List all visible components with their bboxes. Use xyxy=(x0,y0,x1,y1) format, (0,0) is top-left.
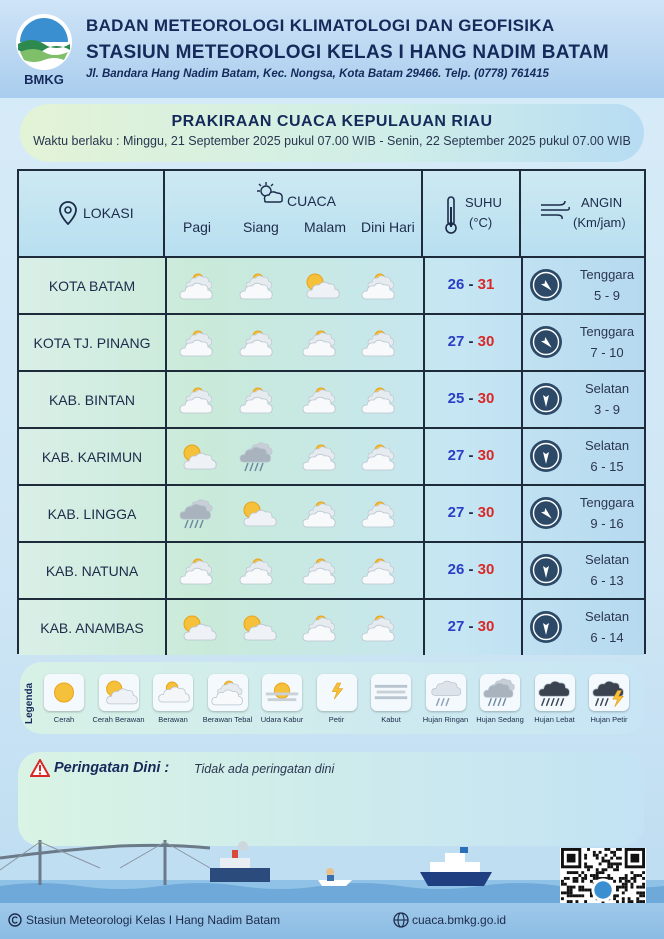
table-row xyxy=(19,543,644,598)
period-pagi: Pagi xyxy=(183,219,212,235)
temp-min: 25 xyxy=(447,390,465,407)
wind-direction: Tenggara xyxy=(579,495,635,510)
hujan-ringan-icon xyxy=(426,674,466,711)
station-address: Jl. Bandara Hang Nadim Batam, Kec. Nongsa, Kota Batam 29466. Telp. (0778) 761415 xyxy=(86,68,549,80)
temp-min: 27 xyxy=(447,333,465,350)
temp-min: 27 xyxy=(447,447,465,464)
header-location-cell xyxy=(19,171,165,256)
legend-label: Berawan Tebal xyxy=(202,715,253,724)
cerah-berawan-icon xyxy=(176,612,218,644)
wind-speed: 9 - 16 xyxy=(590,516,624,531)
temp-min: 26 xyxy=(447,276,465,293)
header-location-label: LOKASI xyxy=(83,205,134,221)
wind-direction: Tenggara xyxy=(579,267,635,282)
wind-direction: Selatan xyxy=(584,552,630,567)
wind-compass-icon xyxy=(529,268,563,302)
location-name: KAB. LINGGA xyxy=(47,505,137,522)
wind-compass-icon xyxy=(529,496,563,530)
partly-cloudy-icon xyxy=(255,181,285,205)
ferry-icon xyxy=(420,847,492,886)
column-divider xyxy=(521,486,523,541)
location-name: KAB. NATUNA xyxy=(45,562,139,579)
cerah-berawan-icon xyxy=(299,270,341,302)
cerah-berawan-icon xyxy=(236,612,278,644)
table-row xyxy=(19,315,644,370)
header-wind-unit: (Km/jam) xyxy=(573,215,626,230)
forecast-table xyxy=(17,169,646,654)
table-row xyxy=(19,486,644,541)
hujan-sedang-icon xyxy=(480,674,520,711)
column-divider xyxy=(165,258,167,313)
berawan-tebal-icon xyxy=(236,555,278,587)
column-divider xyxy=(521,543,523,598)
column-divider xyxy=(521,600,523,655)
berawan-tebal-icon xyxy=(236,384,278,416)
thermometer-icon xyxy=(443,195,459,235)
page-title: PRAKIRAAN CUACA KEPULAUAN RIAU xyxy=(171,113,493,130)
hujan-sedang-icon xyxy=(176,498,218,530)
location-name: KOTA TJ. PINANG xyxy=(33,334,151,351)
temperature-range: 25 - 30 xyxy=(447,390,495,407)
berawan-tebal-icon xyxy=(358,327,400,359)
legend-title: Legenda xyxy=(24,682,35,724)
bridge-icon xyxy=(0,840,210,885)
legend-label: Berawan xyxy=(158,715,188,724)
column-divider xyxy=(165,372,167,427)
title-box xyxy=(20,104,644,162)
period-dini-hari: Dini Hari xyxy=(361,219,415,235)
temp-max: 30 xyxy=(477,504,495,521)
column-divider xyxy=(521,315,523,370)
agency-name: BADAN METEOROLOGI KLIMATOLOGI DAN GEOFISIKA xyxy=(86,16,555,35)
header-wind-cell xyxy=(521,171,644,256)
berawan-tebal-icon xyxy=(299,612,341,644)
legend-label: Hujan Petir xyxy=(590,715,628,724)
warning-text: Tidak ada peringatan dini xyxy=(194,762,335,776)
legend-label: Hujan Lebat xyxy=(534,715,575,724)
legend-label: Udara Kabur xyxy=(260,715,304,724)
wind-speed: 6 - 14 xyxy=(590,630,624,645)
temp-min: 27 xyxy=(447,618,465,635)
footer-copyright: Stasiun Meteorologi Kelas I Hang Nadim Batam xyxy=(26,913,281,927)
berawan-tebal-icon xyxy=(176,270,218,302)
wind-direction: Selatan xyxy=(584,438,630,453)
period-malam: Malam xyxy=(304,219,347,235)
cerah-berawan-icon xyxy=(99,674,139,711)
temperature-range: 26 - 31 xyxy=(447,276,495,293)
logo-text: BMKG xyxy=(24,72,64,87)
table-row xyxy=(19,372,644,427)
wind-icon xyxy=(539,199,571,221)
legend-label: Kabut xyxy=(381,715,401,724)
table-row xyxy=(19,600,644,655)
temp-max: 30 xyxy=(477,447,495,464)
globe-icon xyxy=(393,912,409,928)
column-divider xyxy=(165,486,167,541)
udara-kabur-icon xyxy=(262,674,302,711)
location-name: KAB. KARIMUN xyxy=(41,448,143,465)
early-warning-box xyxy=(18,752,644,846)
temp-max: 30 xyxy=(477,390,495,407)
berawan-tebal-icon xyxy=(358,441,400,473)
berawan-tebal-icon xyxy=(299,384,341,416)
kabut-icon xyxy=(371,674,411,711)
table-row xyxy=(19,429,644,484)
petir-icon xyxy=(317,674,357,711)
berawan-tebal-icon xyxy=(358,384,400,416)
column-divider xyxy=(521,429,523,484)
table-row xyxy=(19,258,644,313)
temp-min: 27 xyxy=(447,504,465,521)
wind-speed: 7 - 10 xyxy=(590,345,624,360)
wind-compass-icon xyxy=(529,439,563,473)
wind-speed: 6 - 13 xyxy=(590,573,624,588)
header-temp-unit: (°C) xyxy=(469,215,493,230)
temperature-range: 26 - 30 xyxy=(447,561,495,578)
column-divider xyxy=(165,429,167,484)
header-weather-label: CUACA xyxy=(287,193,337,209)
berawan-tebal-icon xyxy=(236,270,278,302)
ship-icon xyxy=(210,841,270,882)
header-weather-cell xyxy=(165,171,423,256)
hujan-lebat-icon xyxy=(535,674,575,711)
berawan-tebal-icon xyxy=(176,384,218,416)
wind-speed: 3 - 9 xyxy=(593,402,620,417)
temp-max: 30 xyxy=(477,618,495,635)
bmkg-logo xyxy=(12,12,76,90)
period-siang: Siang xyxy=(243,219,279,235)
location-name: KOTA BATAM xyxy=(48,277,136,294)
column-divider xyxy=(165,600,167,655)
column-divider xyxy=(521,258,523,313)
hujan-petir-icon xyxy=(589,674,629,711)
berawan-tebal-icon xyxy=(299,555,341,587)
temp-max: 31 xyxy=(477,276,495,293)
column-divider xyxy=(165,543,167,598)
legend-label: Hujan Ringan xyxy=(422,715,469,724)
temperature-range: 27 - 30 xyxy=(447,447,495,464)
location-name: KAB. BINTAN xyxy=(48,391,136,408)
legend-box xyxy=(20,662,644,734)
footer xyxy=(0,903,664,939)
header-wind-label: ANGIN xyxy=(581,195,623,210)
cerah-icon xyxy=(44,674,84,711)
wind-direction: Selatan xyxy=(584,609,630,624)
column-divider xyxy=(165,315,167,370)
berawan-tebal-icon xyxy=(358,612,400,644)
wind-direction: Selatan xyxy=(584,381,630,396)
header-temp-label: SUHU xyxy=(465,195,502,210)
temperature-range: 27 - 30 xyxy=(447,333,495,350)
header-temp-cell xyxy=(423,171,521,256)
location-pin-icon xyxy=(59,201,77,225)
berawan-icon xyxy=(153,674,193,711)
berawan-tebal-icon xyxy=(176,327,218,359)
validity-period: Waktu berlaku : Minggu, 21 September 2025 pukul 07.00 WIB - Senin, 22 September 2025 pukul 07.00 WIB xyxy=(33,134,631,148)
column-divider xyxy=(521,372,523,427)
wind-speed: 5 - 9 xyxy=(593,288,620,303)
berawan-tebal-icon xyxy=(299,441,341,473)
legend-label: Cerah Berawan xyxy=(92,715,145,724)
cerah-berawan-icon xyxy=(236,498,278,530)
warning-label: Peringatan Dini : xyxy=(54,760,170,776)
berawan-tebal-icon xyxy=(176,555,218,587)
station-name: STASIUN METEOROLOGI KELAS I HANG NADIM BATAM xyxy=(86,42,610,63)
wind-compass-icon xyxy=(529,553,563,587)
berawan-tebal-icon xyxy=(208,674,248,711)
temp-min: 26 xyxy=(447,561,465,578)
legend-label: Hujan Sedang xyxy=(476,715,524,724)
warning-icon xyxy=(30,759,50,777)
wind-speed: 6 - 15 xyxy=(590,459,624,474)
temp-max: 30 xyxy=(477,561,495,578)
legend-label: Petir xyxy=(328,715,345,724)
wind-compass-icon xyxy=(529,610,563,644)
berawan-tebal-icon xyxy=(358,270,400,302)
wind-compass-icon xyxy=(529,325,563,359)
berawan-tebal-icon xyxy=(358,555,400,587)
wind-direction: Tenggara xyxy=(579,324,635,339)
berawan-tebal-icon xyxy=(236,327,278,359)
copyright-icon xyxy=(8,913,22,927)
temperature-range: 27 - 30 xyxy=(447,504,495,521)
boat-icon xyxy=(318,868,352,886)
berawan-tebal-icon xyxy=(299,498,341,530)
footer-website[interactable]: cuaca.bmkg.go.id xyxy=(412,913,507,927)
location-name: KAB. ANAMBAS xyxy=(40,619,144,636)
header-banner xyxy=(0,0,664,98)
berawan-tebal-icon xyxy=(299,327,341,359)
temp-max: 30 xyxy=(477,333,495,350)
temperature-range: 27 - 30 xyxy=(447,618,495,635)
cerah-berawan-icon xyxy=(176,441,218,473)
hujan-sedang-icon xyxy=(236,441,278,473)
berawan-tebal-icon xyxy=(358,498,400,530)
wind-compass-icon xyxy=(529,382,563,416)
legend-label: Cerah xyxy=(53,715,75,724)
